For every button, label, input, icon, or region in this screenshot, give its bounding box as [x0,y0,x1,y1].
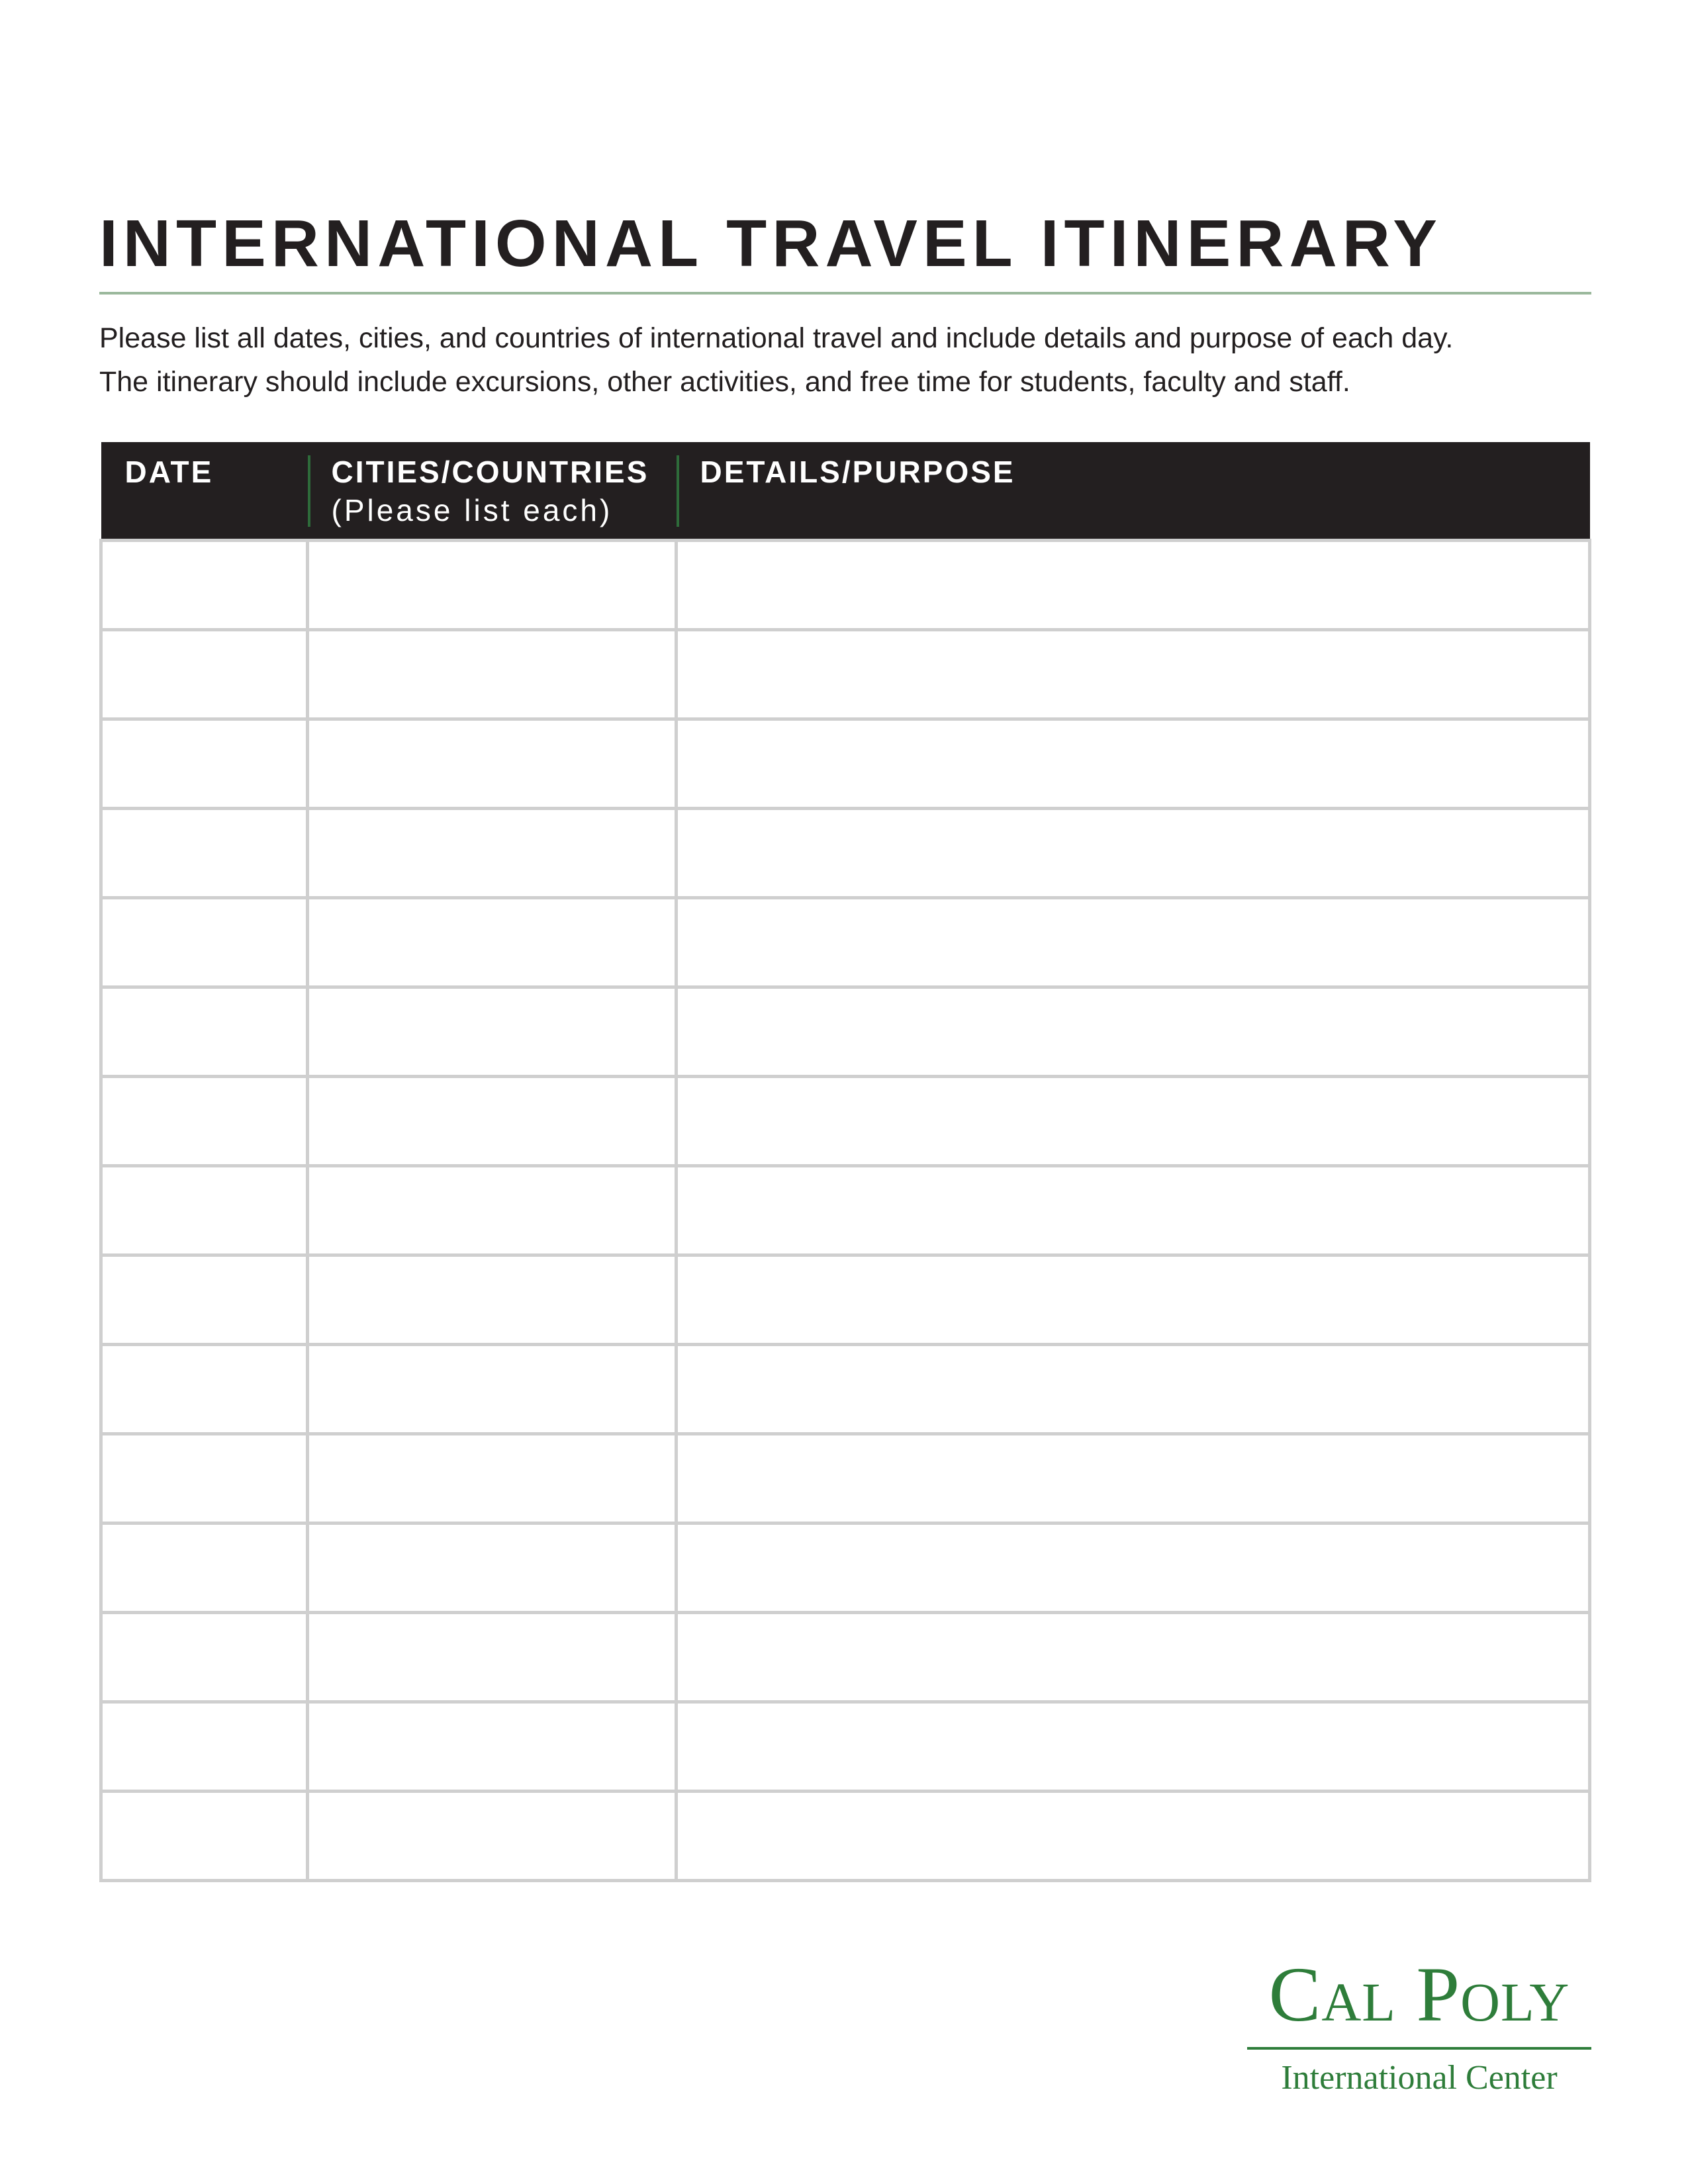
table-body [101,540,1590,1880]
column-header-details [677,442,1590,540]
date-cell[interactable] [101,808,308,897]
table-row [101,629,1590,719]
column-header-cities-sublabel: (Please list each) [331,493,613,527]
table-row [101,808,1590,897]
date-cell[interactable] [101,897,308,987]
cities-cell[interactable] [308,897,677,987]
date-cell[interactable] [101,1165,308,1255]
details-cell[interactable] [677,1612,1590,1702]
details-cell[interactable] [677,1076,1590,1165]
cities-cell[interactable] [308,1791,677,1880]
cities-cell[interactable] [308,1523,677,1612]
column-header-date [101,442,308,540]
date-cell[interactable] [101,629,308,719]
column-header-details-label: DETAILS/PURPOSE [700,455,1015,489]
instructions [99,316,1622,404]
cities-cell[interactable] [308,1255,677,1344]
column-header-cities-label: CITIES/COUNTRIES [331,455,649,489]
date-cell[interactable] [101,987,308,1076]
column-header-date-label: DATE [124,455,214,489]
date-cell[interactable] [101,1433,308,1523]
table-row [101,1523,1590,1612]
table-row [101,719,1590,808]
details-cell[interactable] [677,1791,1590,1880]
table-row [101,987,1590,1076]
table-row [101,1165,1590,1255]
cities-cell[interactable] [308,540,677,629]
table-row [101,1612,1590,1702]
date-cell[interactable] [101,1344,308,1433]
details-cell[interactable] [677,719,1590,808]
details-cell[interactable] [677,987,1590,1076]
date-cell[interactable] [101,1523,308,1612]
column-header-cities [308,442,677,540]
logo-subtitle: International Center [1281,2059,1558,2097]
date-cell[interactable] [101,1255,308,1344]
cal-poly-logo [1247,1951,1591,2097]
table-row [101,897,1590,987]
details-cell[interactable] [677,808,1590,897]
details-cell[interactable] [677,1523,1590,1612]
cities-cell[interactable] [308,1076,677,1165]
table-row [101,1344,1590,1433]
cities-cell[interactable] [308,1433,677,1523]
details-cell[interactable] [677,540,1590,629]
table-row [101,1791,1590,1880]
date-cell[interactable] [101,1791,308,1880]
details-cell[interactable] [677,1255,1590,1344]
table-row [101,1433,1590,1523]
date-cell[interactable] [101,719,308,808]
cities-cell[interactable] [308,1344,677,1433]
table-row [101,1702,1590,1791]
table-header-row [101,442,1590,540]
details-cell[interactable] [677,1702,1590,1791]
details-cell[interactable] [677,897,1590,987]
details-cell[interactable] [677,1165,1590,1255]
title-divider [99,292,1591,295]
table-row [101,1255,1590,1344]
details-cell[interactable] [677,1433,1590,1523]
details-cell[interactable] [677,1344,1590,1433]
cities-cell[interactable] [308,808,677,897]
cities-cell[interactable] [308,719,677,808]
logo-divider [1247,2047,1591,2050]
page-title: INTERNATIONAL TRAVEL ITINERARY [99,206,1442,281]
date-cell[interactable] [101,1076,308,1165]
instructions-line-2: The itinerary should include excursions, other activities, and free time for students, faculty and staff. [99,366,1350,398]
details-cell[interactable] [677,629,1590,719]
cities-cell[interactable] [308,629,677,719]
date-cell[interactable] [101,540,308,629]
cities-cell[interactable] [308,1702,677,1791]
date-cell[interactable] [101,1612,308,1702]
cities-cell[interactable] [308,1612,677,1702]
cities-cell[interactable] [308,1165,677,1255]
logo-wordmark: Cal Poly [1268,1951,1570,2038]
date-cell[interactable] [101,1702,308,1791]
table-row [101,540,1590,629]
instructions-line-1: Please list all dates, cities, and countries of international travel and include details and purpose of each day. [99,322,1454,354]
table-row [101,1076,1590,1165]
itinerary-table [99,442,1591,1882]
cities-cell[interactable] [308,987,677,1076]
